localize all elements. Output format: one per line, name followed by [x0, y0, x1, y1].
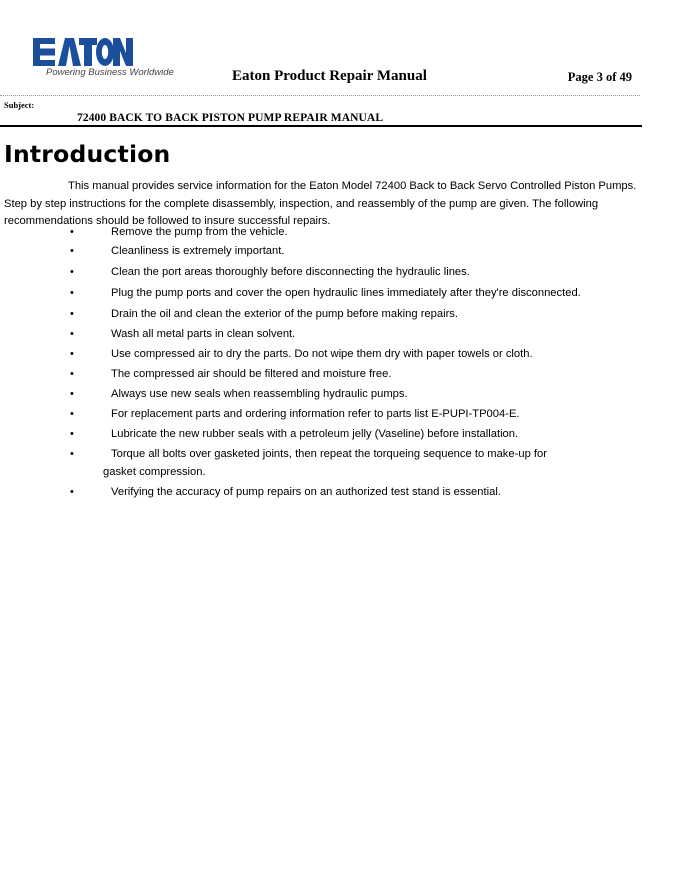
recommendation-list: [0, 226, 660, 504]
bullet-icon: •: [70, 348, 74, 360]
header-solid-divider: [0, 125, 642, 127]
list-item-text: Remove the pump from the vehicle.: [111, 226, 288, 238]
intro-text: This manual provides service information for the Eaton Model 72400 Back to Back Servo Controlled Piston Pumps. Step by step instructions for the complete disassembly, inspection, and reassembly of the pump are given. The following recommendations should be followed to insure successful repairs.: [4, 180, 637, 228]
list-item: [0, 448, 660, 466]
list-item-text: Plug the pump ports and cover the open hydraulic lines immediately after they're disconnected.: [111, 287, 581, 299]
section-heading: Introduction: [4, 140, 171, 168]
list-item: [0, 368, 660, 388]
bullet-icon: •: [70, 428, 74, 440]
list-item: [0, 428, 660, 448]
bullet-icon: •: [70, 308, 74, 320]
bullet-icon: •: [70, 287, 74, 299]
list-item: [0, 226, 660, 245]
bullet-icon: •: [70, 388, 74, 400]
bullet-icon: •: [70, 245, 74, 257]
list-item-text: The compressed air should be filtered and moisture free.: [111, 368, 392, 380]
bullet-icon: •: [70, 266, 74, 278]
bullet-icon: •: [70, 486, 74, 498]
list-item-text: Clean the port areas thoroughly before disconnecting the hydraulic lines.: [111, 266, 470, 278]
list-item: [0, 486, 660, 504]
list-item: [0, 348, 660, 368]
list-item-text: Wash all metal parts in clean solvent.: [111, 328, 296, 340]
bullet-icon: •: [70, 226, 74, 238]
list-item-text: Use compressed air to dry the parts. Do not wipe them dry with paper towels or cloth.: [111, 348, 533, 360]
list-item-text: Cleanliness is extremely important.: [111, 245, 285, 257]
header-dotted-divider: [0, 95, 640, 96]
subject-title: 72400 BACK TO BACK PISTON PUMP REPAIR MANUAL: [77, 112, 384, 124]
list-item: [0, 408, 660, 428]
list-item: [0, 266, 660, 287]
list-item-text: For replacement parts and ordering information refer to parts list E-PUPI-TP004-E.: [111, 408, 520, 420]
list-item-continuation: [0, 466, 660, 486]
list-item: [0, 308, 660, 328]
bullet-icon: •: [70, 408, 74, 420]
list-item-text: Always use new seals when reassembling hydraulic pumps.: [111, 388, 408, 400]
bullet-icon: •: [70, 368, 74, 380]
list-item-text: Drain the oil and clean the exterior of the pump before making repairs.: [111, 308, 459, 320]
list-item-text: Torque all bolts over gasketed joints, then repeat the torqueing sequence to make-up for: [111, 448, 547, 460]
list-item-text: Verifying the accuracy of pump repairs on an authorized test stand is essential.: [111, 486, 501, 498]
bullet-icon: •: [70, 448, 74, 460]
eaton-logo: [33, 38, 163, 86]
intro-paragraph: [4, 178, 644, 231]
list-item-text: gasket compression.: [103, 466, 206, 478]
list-item: [0, 287, 660, 308]
subject-label: Subject:: [4, 100, 35, 110]
eaton-logo-mark: [33, 38, 133, 66]
logo-tagline: Powering Business Worldwide: [46, 67, 174, 78]
list-item: [0, 328, 660, 348]
manual-title: Eaton Product Repair Manual: [232, 68, 427, 84]
list-item-text: Lubricate the new rubber seals with a petroleum jelly (Vaseline) before installation.: [111, 428, 519, 440]
list-item: [0, 245, 660, 266]
bullet-icon: •: [70, 328, 74, 340]
list-item: [0, 388, 660, 408]
page-number: Page 3 of 49: [567, 70, 632, 84]
